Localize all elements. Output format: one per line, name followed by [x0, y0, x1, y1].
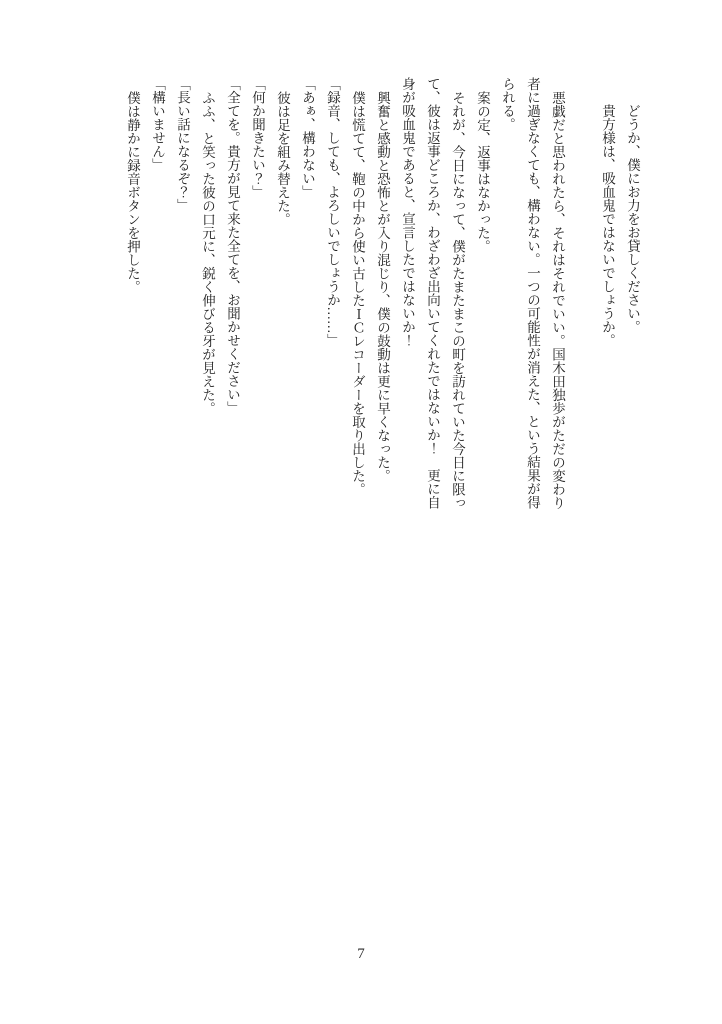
text-line: どうか、僕にお力をお貸しください。	[625, 104, 640, 334]
text-line: 「何か聞きたい？」	[250, 77, 265, 199]
blank-line	[570, 77, 595, 509]
text-line: 案の定、返事はなかった。	[475, 90, 490, 253]
text-line: て、彼は返事どころか、わざわざ出向いてくれたではないか！ 更に自	[425, 77, 440, 509]
text-line: 者に過ぎなくても、構わない。一つの可能性が消えた、という結果が得	[525, 77, 540, 509]
text-line: 貴方様は、吸血鬼ではないでしょうか。	[600, 104, 615, 347]
text-line: 「長い話になるぞ？」	[175, 77, 190, 212]
text-line: られる。	[500, 77, 515, 131]
text-line: 「構いません」	[150, 77, 165, 172]
text-line: 興奮と感動と恐怖とが入り混じり、僕の鼓動は更に早くなった。	[375, 90, 390, 482]
text-line: 身が吸血鬼であると、宣言したではないか！	[400, 77, 415, 347]
page-number: 7	[357, 946, 365, 962]
text-line: 「全てを。貴方が見て来た全てを、お聞かせください」	[225, 77, 240, 415]
text-line: それが、今日になって、僕がたまたまこの町を訪れていた今日に限っ	[450, 90, 465, 509]
text-line: ふふ、と笑った彼の口元に、鋭く伸びる牙が見えた。	[200, 90, 215, 415]
text-line: 「あぁ、構わない」	[300, 77, 315, 199]
vertical-text-block	[120, 77, 645, 509]
text-line: 僕は慌てて、鞄の中から使い古したＩＣレコーダーを取り出した。	[350, 90, 365, 496]
text-line: 悪戯だと思われたら、それはそれでいい。国木田独歩がただの変わり	[550, 90, 565, 509]
text-line: 僕は静かに録音ボタンを押した。	[125, 90, 140, 293]
text-line: 「録音、しても、よろしいでしょうか……」	[325, 77, 340, 347]
text-line: 彼は足を組み替えた。	[275, 90, 290, 226]
